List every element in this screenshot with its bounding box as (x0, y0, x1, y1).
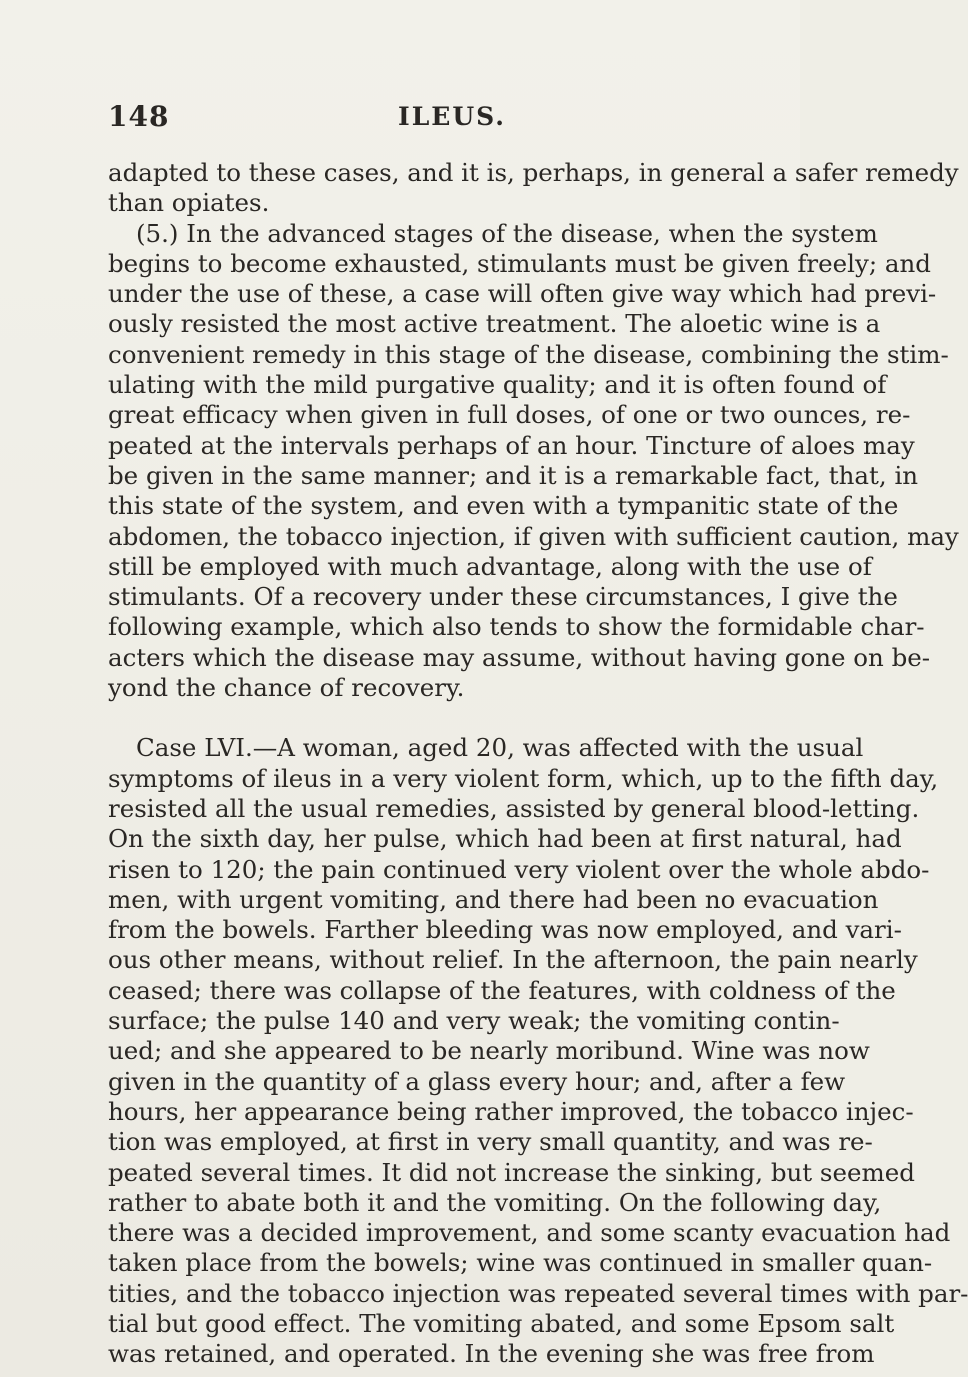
text-line: peated several times. It did not increase the sinking, but seemed (108, 1157, 915, 1187)
text-line: ceased; there was collapse of the features, with coldness of the (108, 975, 896, 1005)
text-line: great efficacy when given in full doses, of one or two ounces, re- (108, 400, 911, 430)
text-line: ulating with the mild purgative quality; and it is often found of (108, 370, 887, 400)
text-line: ous other means, without relief. In the afternoon, the pain nearly (108, 945, 918, 975)
page-header (108, 100, 760, 140)
text-line: still be employed with much advantage, along with the use of (108, 551, 872, 581)
text-line: this state of the system, and even with a tympanitic state of the (108, 491, 899, 521)
text-line: convenient remedy in this stage of the disease, combining the stim- (108, 339, 949, 369)
paragraph-continuation (108, 158, 959, 219)
text-line: stimulants. Of a recovery under these circumstances, I give the (108, 582, 898, 612)
text-line: given in the quantity of a glass every hour; and, after a few (108, 1066, 846, 1096)
text-line: peated at the intervals perhaps of an hour. Tincture of aloes may (108, 430, 915, 460)
text-line: adapted to these cases, and it is, perhaps, in general a safer remedy (108, 158, 959, 187)
text-line: yond the chance of recovery. (108, 673, 465, 703)
text-line: ued; and she appeared to be nearly moribund. Wine was now (108, 1036, 870, 1066)
text-line: On the sixth day, her pulse, which had been at first natural, had (108, 824, 902, 854)
running-head: ILEUS. (398, 102, 506, 131)
paragraph-stage-five (108, 218, 959, 704)
text-line: from the bowels. Farther bleeding was now employed, and vari- (108, 915, 902, 945)
text-line: there was a decided improvement, and some scanty evacuation had (108, 1218, 951, 1248)
text-line: Case LVI.—A woman, aged 20, was affected with the usual (136, 733, 864, 763)
text-line: resisted all the usual remedies, assisted by general blood-letting. (108, 793, 920, 823)
text-line: symptoms of ileus in a very violent form, which, up to the fifth day, (108, 763, 939, 793)
text-line: hours, her appearance being rather improved, the tobacco injec- (108, 1096, 914, 1126)
text-line: than opiates. (108, 188, 270, 218)
page-number: 148 (108, 100, 170, 133)
text-line: taken place from the bowels; wine was continued in smaller quan- (108, 1248, 933, 1278)
text-line: be given in the same manner; and it is a remarkable fact, that, in (108, 460, 919, 490)
text-line: men, with urgent vomiting, and there had been no evacuation (108, 884, 879, 914)
text-line: tion was employed, at first in very small quantity, and was re- (108, 1127, 873, 1157)
text-line: acters which the disease may assume, without having gone on be- (108, 642, 931, 672)
text-line: was retained, and operated. In the evening she was free from (108, 1339, 875, 1369)
text-line: surface; the pulse 140 and very weak; the vomiting contin- (108, 1006, 840, 1036)
body-text (108, 158, 968, 1370)
text-line: rather to abate both it and the vomiting. On the following day, (108, 1187, 882, 1217)
paragraph-case-lvi (108, 733, 968, 1369)
text-line: begins to become exhausted, stimulants must be given freely; and (108, 248, 931, 278)
paragraph-gap (108, 703, 782, 733)
text-line: tial but good effect. The vomiting abated, and some Epsom salt (108, 1308, 895, 1338)
text-line: abdomen, the tobacco injection, if given with sufficient caution, may (108, 521, 959, 551)
text-line: (5.) In the advanced stages of the disease, when the system (136, 218, 878, 248)
text-line: tities, and the tobacco injection was repeated several times with par- (108, 1278, 968, 1308)
text-line: ously resisted the most active treatment. The aloetic wine is a (108, 309, 881, 339)
text-line: under the use of these, a case will often give way which had previ- (108, 279, 937, 309)
text-line: following example, which also tends to show the formidable char- (108, 612, 925, 642)
text-line: risen to 120; the pain continued very violent over the whole abdo- (108, 854, 930, 884)
